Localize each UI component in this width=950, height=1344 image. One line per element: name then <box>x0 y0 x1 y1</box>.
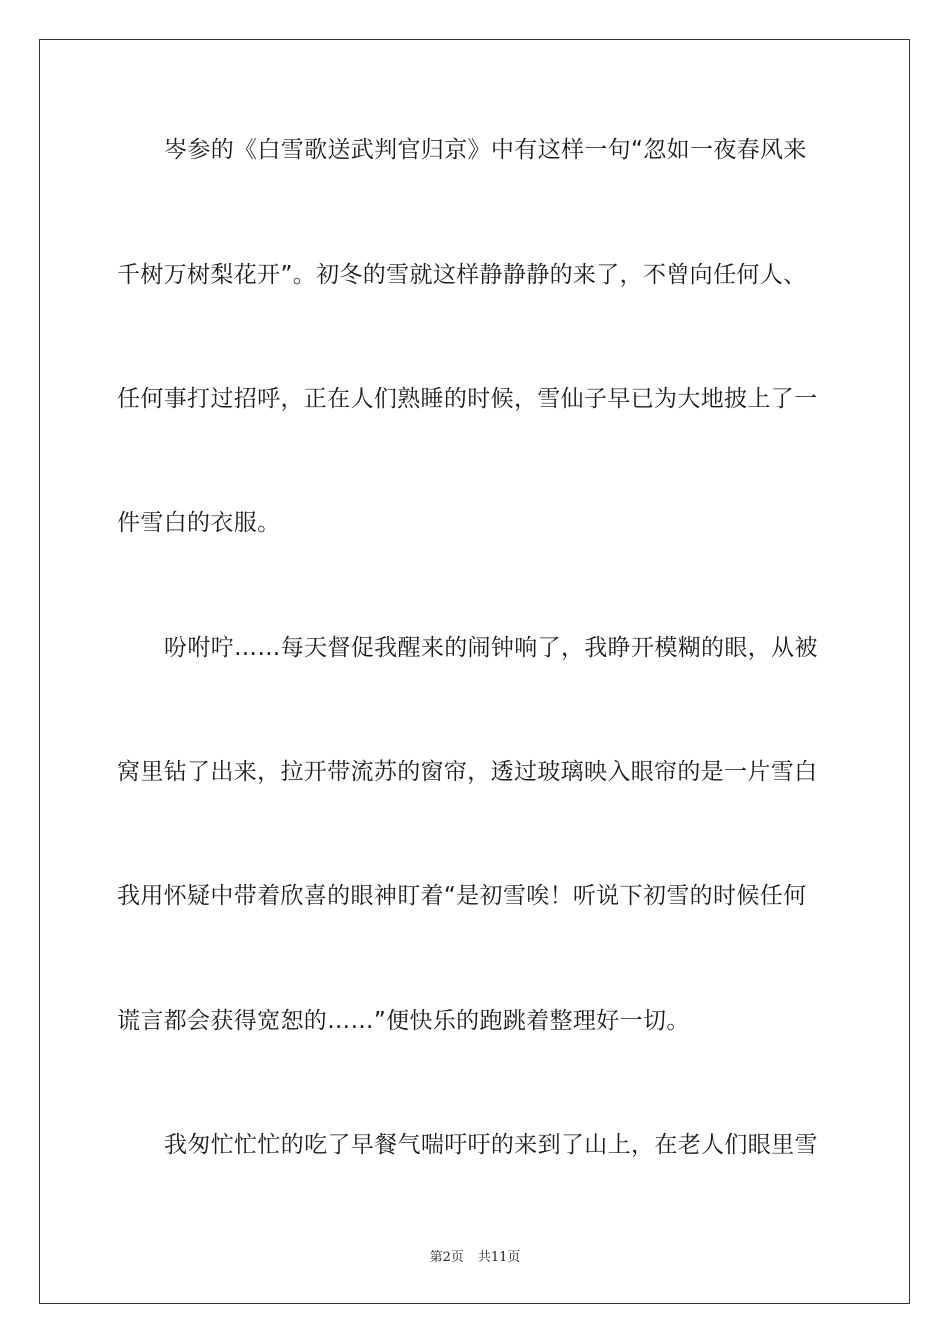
text-line-9: 我匆忙忙忙的吃了早餐气喘吁吁的来到了山上，在老人们眼里雪 <box>164 1132 818 1158</box>
text-line-4: 件雪白的衣服。 <box>117 510 281 536</box>
text-line-7: 我用怀疑中带着欣喜的眼神盯着“是初雪唉！听说下初雪的时候任何 <box>117 883 807 909</box>
page-number: 第2页 <box>429 1250 464 1265</box>
text-line-1: 岑参的《白雪歌送武判官归京》中有这样一句“忽如一夜春风来 <box>164 137 807 163</box>
page-border <box>39 39 910 1304</box>
text-line-2: 千树万树梨花开”。初冬的雪就这样静静静的来了，不曾向任何人、 <box>117 262 807 288</box>
text-line-8: 谎言都会获得宽恕的……”便快乐的跑跳着整理好一切。 <box>117 1008 690 1034</box>
text-line-6: 窝里钻了出来，拉开带流苏的窗帘，透过玻璃映入眼帘的是一片雪白 <box>117 759 818 785</box>
page-total: 共11页 <box>477 1250 521 1265</box>
text-line-5: 吩咐咛……每天督促我醒来的闹钟响了，我睁开模糊的眼，从被 <box>164 635 818 661</box>
text-line-3: 任何事打过招呼，正在人们熟睡的时候，雪仙子早已为大地披上了一 <box>117 386 818 412</box>
page-footer <box>0 1246 950 1265</box>
